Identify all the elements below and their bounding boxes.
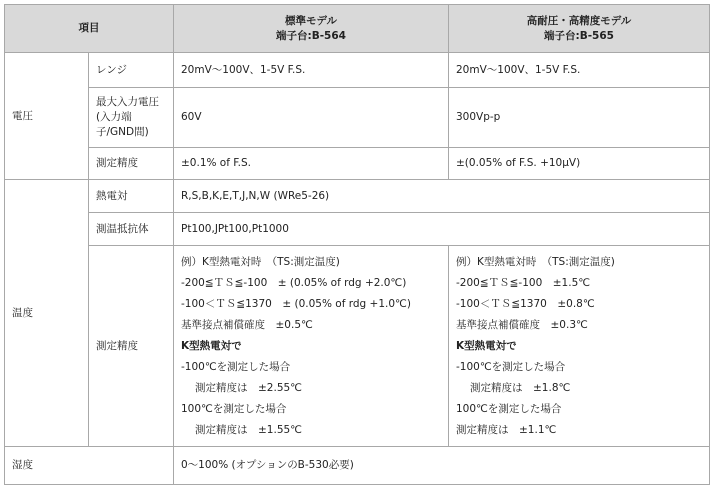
header-high-model: [449, 5, 710, 53]
accuracy-line: 基準接点補償確度 ±0.3℃: [456, 318, 588, 331]
label-rtd: 測温抵抗体: [89, 213, 174, 246]
table-row: [5, 213, 710, 246]
label-thermocouple: 熱電対: [89, 180, 174, 213]
accuracy-line: K型熱電対で: [181, 339, 242, 352]
standard-model-terminal: 端子台:B-564: [276, 29, 346, 42]
accuracy-line: 例）K型熱電対時 （TS:測定温度): [181, 255, 340, 268]
high-model-name: 高耐圧・高精度モデル: [526, 14, 632, 27]
table-row: [5, 148, 710, 180]
accuracy-line: 例）K型熱電対時 （TS:測定温度): [456, 255, 615, 268]
value-temperature-accuracy-high: [449, 246, 710, 447]
accuracy-lines-standard: [181, 252, 441, 441]
accuracy-line: 基準接点補償確度 ±0.5℃: [181, 318, 313, 331]
accuracy-line: -100＜ＴＳ≦1370 ± (0.05% of rdg +1.0℃): [181, 297, 411, 310]
value-range-standard: 20mV～100V、1-5V F.S.: [174, 53, 449, 88]
table-row: [5, 180, 710, 213]
value-voltage-accuracy-standard: ±0.1% of F.S.: [174, 148, 449, 180]
high-model-terminal: 端子台:B-565: [544, 29, 614, 42]
value-rtd: Pt100,JPt100,Pt1000: [174, 213, 710, 246]
accuracy-line: -100℃を測定した場合: [456, 360, 566, 373]
table-row: [5, 53, 710, 88]
value-thermocouple: R,S,B,K,E,T,J,N,W (WRe5-26): [174, 180, 710, 213]
value-humidity: 0～100% (オプションのB-530必要): [174, 447, 710, 485]
value-voltage-accuracy-high: ±(0.05% of F.S. +10μV): [449, 148, 710, 180]
accuracy-line: 100℃を測定した場合: [456, 402, 562, 415]
label-max-input: 最大入力電圧 (入力端 子/GND間): [89, 88, 174, 148]
accuracy-line: -100℃を測定した場合: [181, 360, 291, 373]
accuracy-line: 測定精度は ±1.1℃: [456, 423, 557, 436]
accuracy-line: -200≦ＴＳ≦-100 ±1.5℃: [456, 276, 591, 289]
category-temperature: 温度: [5, 180, 89, 447]
label-temperature-accuracy: 測定精度: [89, 246, 174, 447]
spec-table: [4, 4, 710, 485]
header-standard-model: [174, 5, 449, 53]
accuracy-line: 測定精度は ±2.55℃: [195, 381, 302, 394]
accuracy-line: 100℃を測定した場合: [181, 402, 287, 415]
standard-model-name: 標準モデル: [285, 14, 337, 27]
table-row: [5, 88, 710, 148]
accuracy-line: K型熱電対で: [456, 339, 517, 352]
accuracy-line: -100＜ＴＳ≦1370 ±0.8℃: [456, 297, 595, 310]
category-voltage: 電圧: [5, 53, 89, 180]
table-row: [5, 246, 710, 447]
value-range-high: 20mV～100V、1-5V F.S.: [449, 53, 710, 88]
header-item: 項目: [5, 5, 174, 53]
label-range: レンジ: [89, 53, 174, 88]
table-row: [5, 447, 710, 485]
value-max-input-standard: 60V: [174, 88, 449, 148]
accuracy-lines-high: [456, 252, 702, 441]
value-max-input-high: 300Vp-p: [449, 88, 710, 148]
value-temperature-accuracy-standard: [174, 246, 449, 447]
category-humidity: 湿度: [5, 447, 174, 485]
accuracy-line: 測定精度は ±1.55℃: [195, 423, 302, 436]
accuracy-line: 測定精度は ±1.8℃: [470, 381, 571, 394]
accuracy-line: -200≦ＴＳ≦-100 ± (0.05% of rdg +2.0℃): [181, 276, 407, 289]
label-voltage-accuracy: 測定精度: [89, 148, 174, 180]
